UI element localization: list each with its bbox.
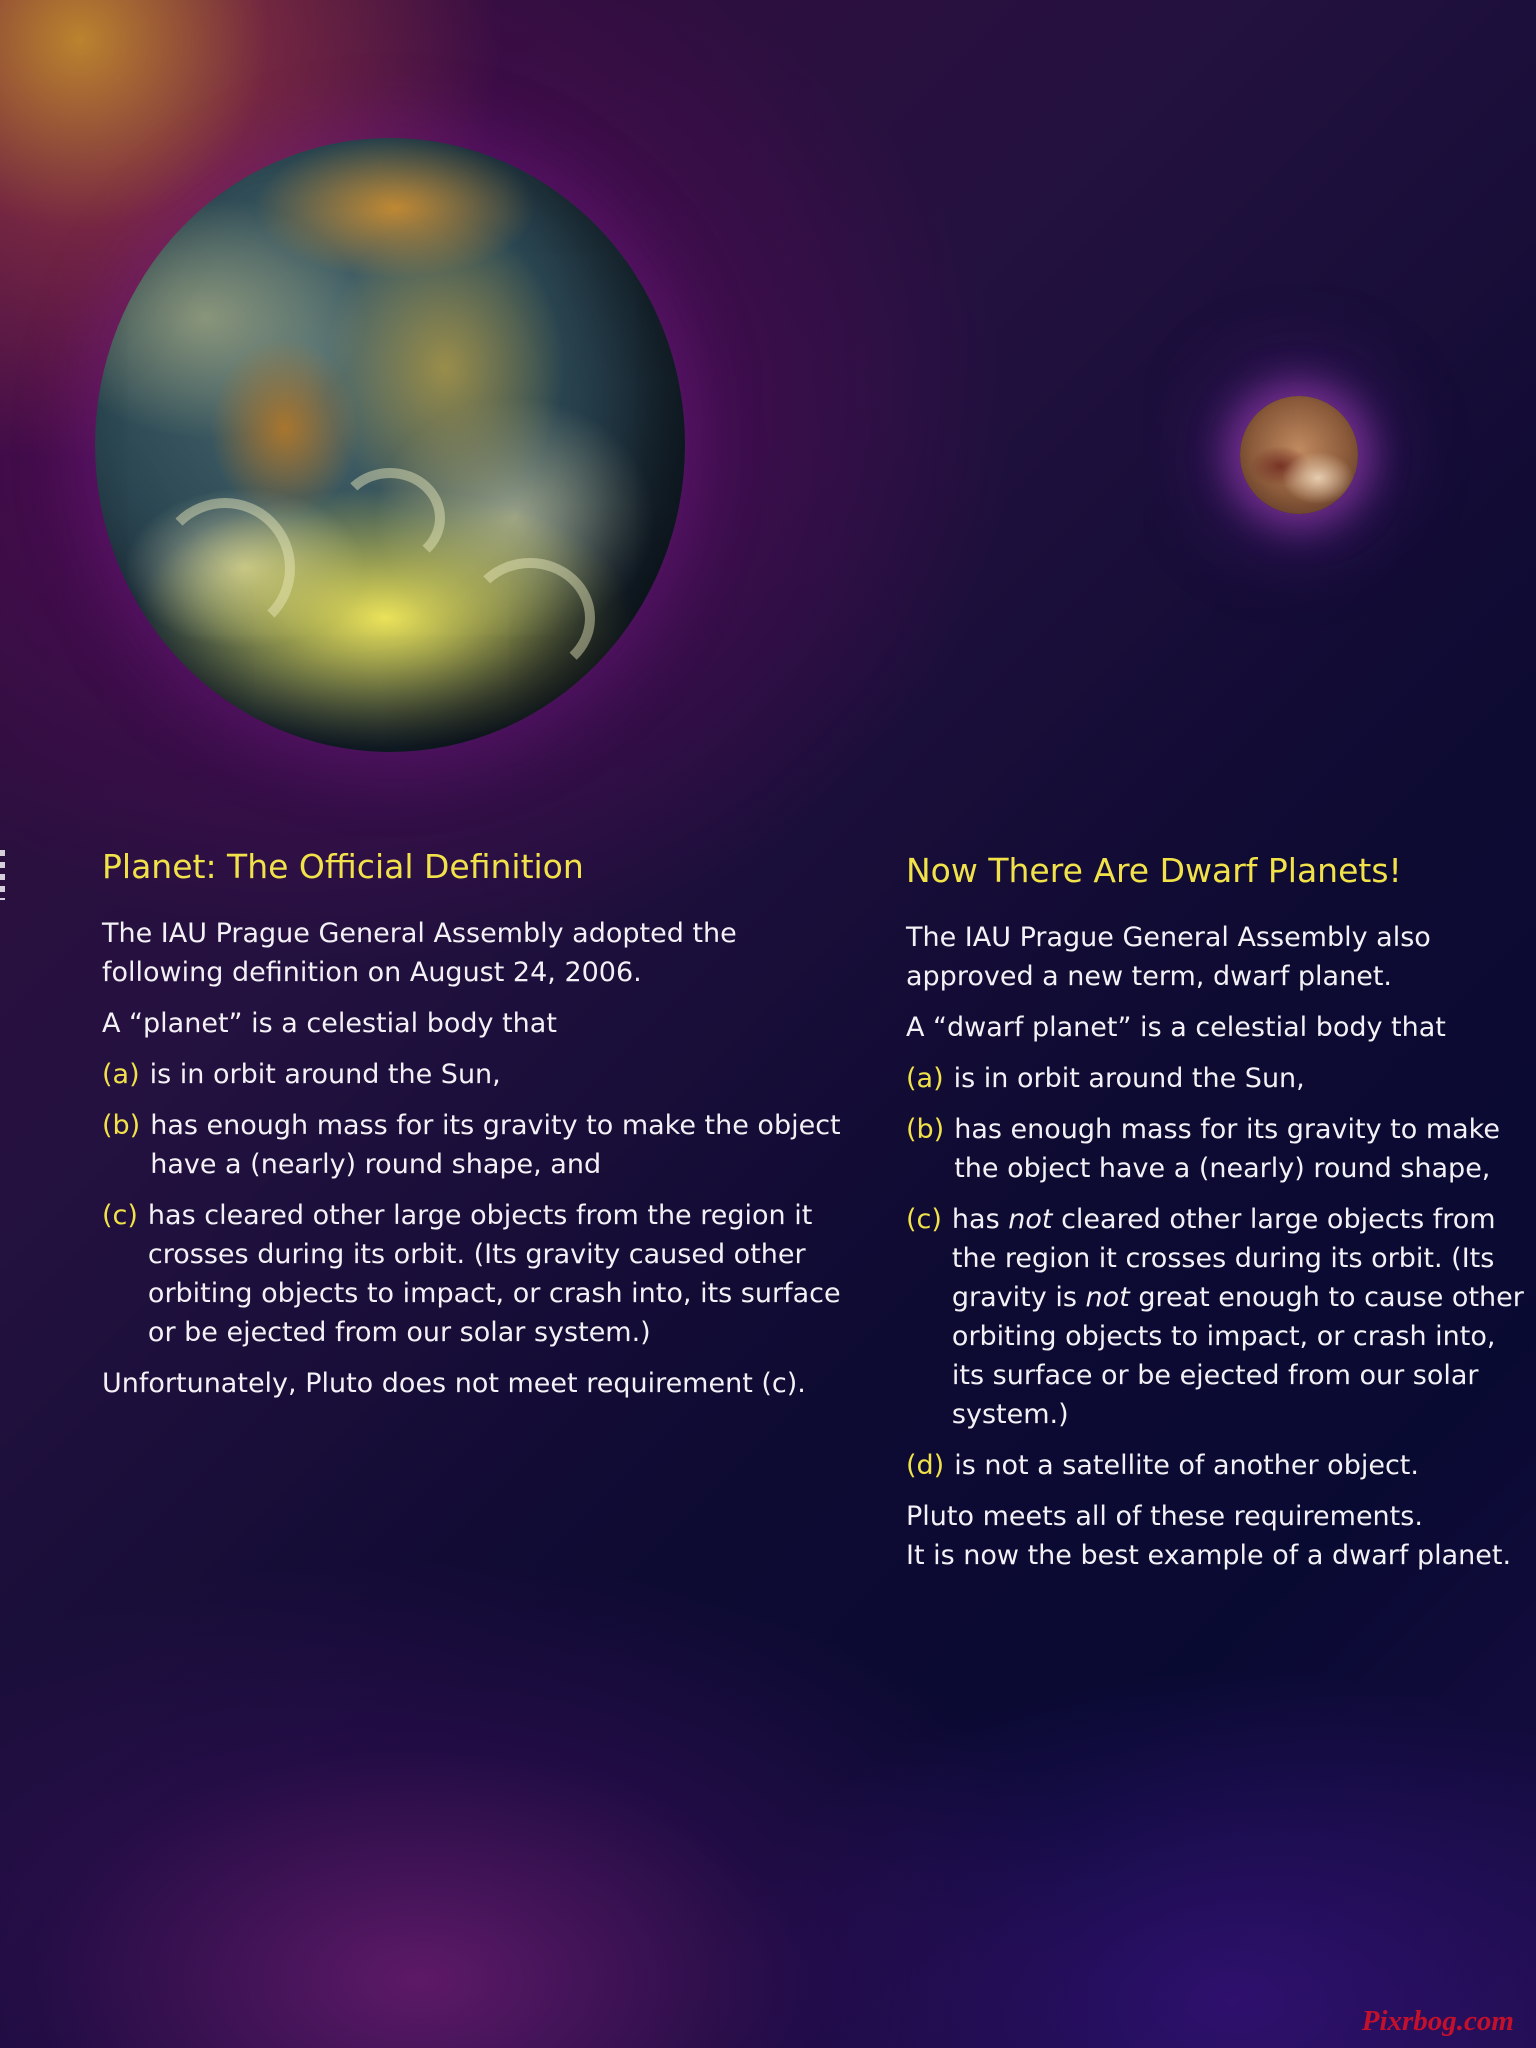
pluto-image <box>1240 396 1358 514</box>
planet-criterion-a <box>102 1055 862 1094</box>
cloud-swirl <box>335 468 445 568</box>
planet-criterion-b <box>102 1106 862 1184</box>
criterion-marker: (c) <box>102 1200 138 1231</box>
criterion-marker: (c) <box>906 1204 942 1235</box>
dwarf-planet-intro: The IAU Prague General Assembly also approved a new term, dwarf planet. <box>906 922 1431 992</box>
criterion-text-part: cleared other large objects from the region it crosses during its orbit. (Its gravity is <box>951 1204 1496 1313</box>
criterion-marker: (a) <box>906 1063 944 1094</box>
dwarf-criterion-b <box>906 1110 1526 1188</box>
earth-image <box>95 138 685 752</box>
planet-definition-heading: Planet: The Official Definition <box>102 847 584 886</box>
watermark: Pixrbog.com <box>1361 2005 1514 2037</box>
criterion-marker: (a) <box>102 1059 140 1090</box>
dwarf-conclusion-line-1: Pluto meets all of these requirements. <box>906 1501 1423 1532</box>
edge-marks <box>0 850 5 900</box>
dwarf-planet-panel <box>906 850 1526 1587</box>
planet-definition-lead: A “planet” is a celestial body that <box>102 1008 557 1039</box>
criterion-text: is in orbit around the Sun, <box>953 1063 1305 1094</box>
dwarf-planet-lead: A “dwarf planet” is a celestial body that <box>906 1012 1446 1043</box>
criterion-text: has enough mass for its gravity to make the object have a (nearly) round shape, <box>954 1114 1500 1184</box>
criterion-marker: (b) <box>102 1110 141 1141</box>
dwarf-criterion-a <box>906 1059 1526 1098</box>
criterion-text <box>952 1200 1526 1434</box>
planet-definition-intro: The IAU Prague General Assembly adopted the following definition on August 24, 2006. <box>102 918 737 988</box>
cloud-swirl <box>465 558 595 678</box>
planet-definition-conclusion: Unfortunately, Pluto does not meet requirement (c). <box>102 1368 806 1399</box>
criterion-text: is not a satellite of another object. <box>954 1450 1419 1481</box>
criterion-text: is in orbit around the Sun, <box>149 1059 501 1090</box>
dwarf-planet-heading: Now There Are Dwarf Planets! <box>906 851 1402 890</box>
cloud-swirl <box>155 498 295 638</box>
criterion-marker: (d) <box>906 1450 945 1481</box>
planet-definition-panel <box>102 846 862 1415</box>
dwarf-conclusion-line-2: It is now the best example of a dwarf planet. <box>906 1540 1512 1571</box>
dwarf-criterion-c <box>906 1200 1526 1434</box>
criterion-text-part: great enough to cause other orbiting objects to impact, or crash into, its surface or be ejected from our solar system.) <box>951 1282 1524 1430</box>
criterion-marker: (b) <box>906 1114 945 1145</box>
criterion-text: has enough mass for its gravity to make the object have a (nearly) round shape, and <box>150 1110 841 1180</box>
dwarf-planet-conclusion <box>906 1497 1526 1575</box>
planet-criterion-c <box>102 1196 862 1352</box>
criterion-emphasis: not <box>1085 1282 1130 1313</box>
criterion-text: has cleared other large objects from the region it crosses during its orbit. (Its gravity caused other orbiting objects to impact, or crash into, its surface or be ejected from our solar system.) <box>147 1200 841 1348</box>
criterion-emphasis: not <box>1008 1204 1053 1235</box>
criterion-text-part: has <box>951 1204 1000 1235</box>
dwarf-criterion-d <box>906 1446 1526 1485</box>
